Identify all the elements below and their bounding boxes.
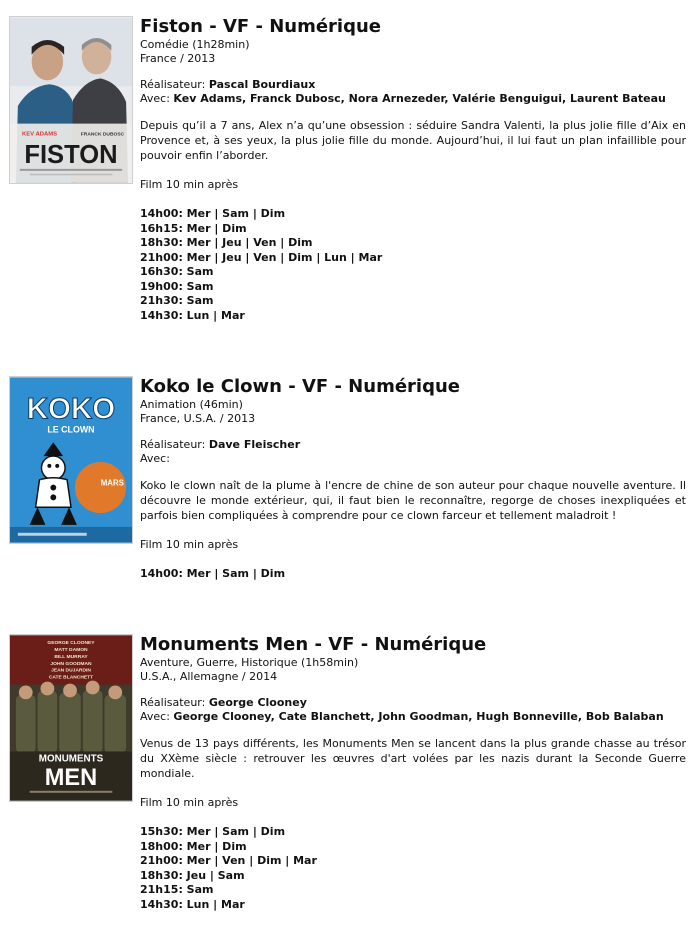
poster-cast-name: BILL MURRAY bbox=[54, 654, 88, 660]
showtime-line[interactable]: 21h30: Sam bbox=[140, 294, 214, 307]
showtimes-list bbox=[140, 567, 686, 582]
poster-cast-name: GEORGE CLOONEY bbox=[47, 641, 95, 647]
cast-names: Kev Adams, Franck Dubosc, Nora Arnezeder, Valérie Benguigui, Laurent Bateau bbox=[173, 92, 666, 105]
cast-label: Avec: bbox=[140, 452, 170, 465]
film-synopsis: Venus de 13 pays différents, les Monuments Men se lancent dans la plus grande chasse au trésor du XXème siècle : retrouver les œuvres d'art volées par les nazis durant la Seconde Guerre mondiale. bbox=[140, 737, 686, 780]
director-name: George Clooney bbox=[208, 696, 307, 709]
film-country-year: U.S.A., Allemagne / 2014 bbox=[140, 670, 278, 683]
film-director bbox=[140, 696, 686, 710]
showtime-line[interactable]: 18h00: Mer | Dim bbox=[140, 839, 247, 853]
film-country-year: France / 2013 bbox=[140, 52, 216, 65]
film-cast bbox=[140, 452, 686, 466]
film-title[interactable]: Monuments Men - VF - Numérique bbox=[140, 634, 487, 655]
showtime-line[interactable]: 21h00: Mer | Ven | Dim | Mar bbox=[140, 854, 317, 867]
film-note: Film 10 min après bbox=[140, 178, 239, 191]
showtime-line[interactable]: 15h30: Mer | Sam | Dim bbox=[140, 825, 286, 838]
film-info bbox=[140, 376, 686, 582]
showtime-line[interactable]: 14h00: Mer | Sam | Dim bbox=[140, 207, 286, 220]
film-genre: Aventure, Guerre, Historique (1h58min) bbox=[140, 656, 359, 669]
poster-cast-name: MATT DAMON bbox=[54, 648, 88, 654]
film-cast bbox=[140, 92, 686, 106]
film-director bbox=[140, 438, 686, 452]
poster-monuments-men[interactable] bbox=[9, 634, 133, 802]
showtime-line[interactable]: 18h30: Jeu | Sam bbox=[140, 868, 245, 882]
showtime-line[interactable]: 21h15: Sam bbox=[140, 883, 214, 896]
poster-koko-subtitle: LE CLOWN bbox=[47, 424, 95, 435]
showtime-line[interactable]: 19h00: Sam bbox=[140, 279, 214, 293]
showtime-line[interactable]: 14h30: Lun | Mar bbox=[140, 308, 245, 322]
film-cast bbox=[140, 710, 686, 724]
poster-koko[interactable] bbox=[9, 376, 133, 544]
film-title[interactable]: Fiston - VF - Numérique bbox=[140, 16, 381, 37]
showtimes-list bbox=[140, 825, 686, 912]
poster-monuments-title: MONUMENTS bbox=[38, 753, 104, 765]
poster-cast-name: CATE BLANCHETT bbox=[48, 675, 94, 681]
director-label: Réalisateur: bbox=[140, 78, 209, 91]
poster-fiston-title: FISTON bbox=[24, 140, 118, 169]
cast-names: George Clooney, Cate Blanchett, John Goodman, Hugh Bonneville, Bob Balaban bbox=[173, 710, 664, 723]
film-synopsis: Depuis qu’il a 7 ans, Alex n’a qu’une obsession : séduire Sandra Valenti, la plus jolie fille d’Aix en Provence et, à ses yeux, la plus jolie fille du monde. Aujourd’hui, il lui faut un plan infaillible pour pouvoir enfin l’aborder. bbox=[140, 119, 686, 162]
poster-koko-image bbox=[10, 377, 132, 543]
film-note: Film 10 min après bbox=[140, 538, 239, 551]
poster-cast-name: JEAN DUJARDIN bbox=[51, 668, 91, 674]
showtime-line[interactable]: 21h00: Mer | Jeu | Ven | Dim | Lun | Mar bbox=[140, 250, 383, 264]
poster-monuments-title-2: MEN bbox=[44, 764, 98, 791]
poster-cast-name: JOHN GOODMAN bbox=[50, 661, 92, 667]
director-label: Réalisateur: bbox=[140, 696, 209, 709]
film-note: Film 10 min après bbox=[140, 796, 239, 809]
film-country-year: France, U.S.A. / 2013 bbox=[140, 412, 256, 425]
showtime-line[interactable]: 14h00: Mer | Sam | Dim bbox=[140, 567, 286, 580]
film-info bbox=[140, 634, 686, 912]
film-genre: Comédie (1h28min) bbox=[140, 38, 250, 51]
poster-koko-title: KOKO bbox=[26, 392, 116, 426]
cast-label: Avec: bbox=[140, 710, 174, 723]
poster-koko-tag: MARS bbox=[100, 478, 124, 488]
film-info bbox=[140, 16, 686, 323]
poster-monuments-men-image bbox=[10, 635, 132, 801]
showtime-line[interactable]: 16h15: Mer | Dim bbox=[140, 221, 247, 235]
cast-label: Avec: bbox=[140, 92, 174, 105]
film-title[interactable]: Koko le Clown - VF - Numérique bbox=[140, 376, 460, 397]
poster-fiston-actor-2: FRANCK DUBOSC bbox=[80, 132, 125, 138]
poster-fiston[interactable] bbox=[9, 16, 133, 184]
film-synopsis: Koko le clown naît de la plume à l'encre de chine de son auteur pour chaque nouvelle aventure. Il découvre le monde extérieur, qui, il faut bien le reconnaître, regorge de choses inexpliquées et parfois bien compliquées à comprendre pour ce clown farceur et tellement maladroit ! bbox=[140, 479, 686, 522]
film-genre: Animation (46min) bbox=[140, 398, 243, 411]
director-name: Pascal Bourdiaux bbox=[208, 78, 316, 91]
showtime-line[interactable]: 18h30: Mer | Jeu | Ven | Dim bbox=[140, 236, 313, 249]
showtimes-list bbox=[140, 207, 686, 323]
showtime-line[interactable]: 16h30: Sam bbox=[140, 265, 214, 278]
showtime-line[interactable]: 14h30: Lun | Mar bbox=[140, 897, 245, 911]
poster-fiston-image bbox=[10, 17, 132, 183]
director-name: Dave Fleischer bbox=[208, 438, 301, 451]
director-label: Réalisateur: bbox=[140, 438, 209, 451]
poster-fiston-actor-1: KEV ADAMS bbox=[21, 131, 58, 138]
film-director bbox=[140, 78, 686, 92]
